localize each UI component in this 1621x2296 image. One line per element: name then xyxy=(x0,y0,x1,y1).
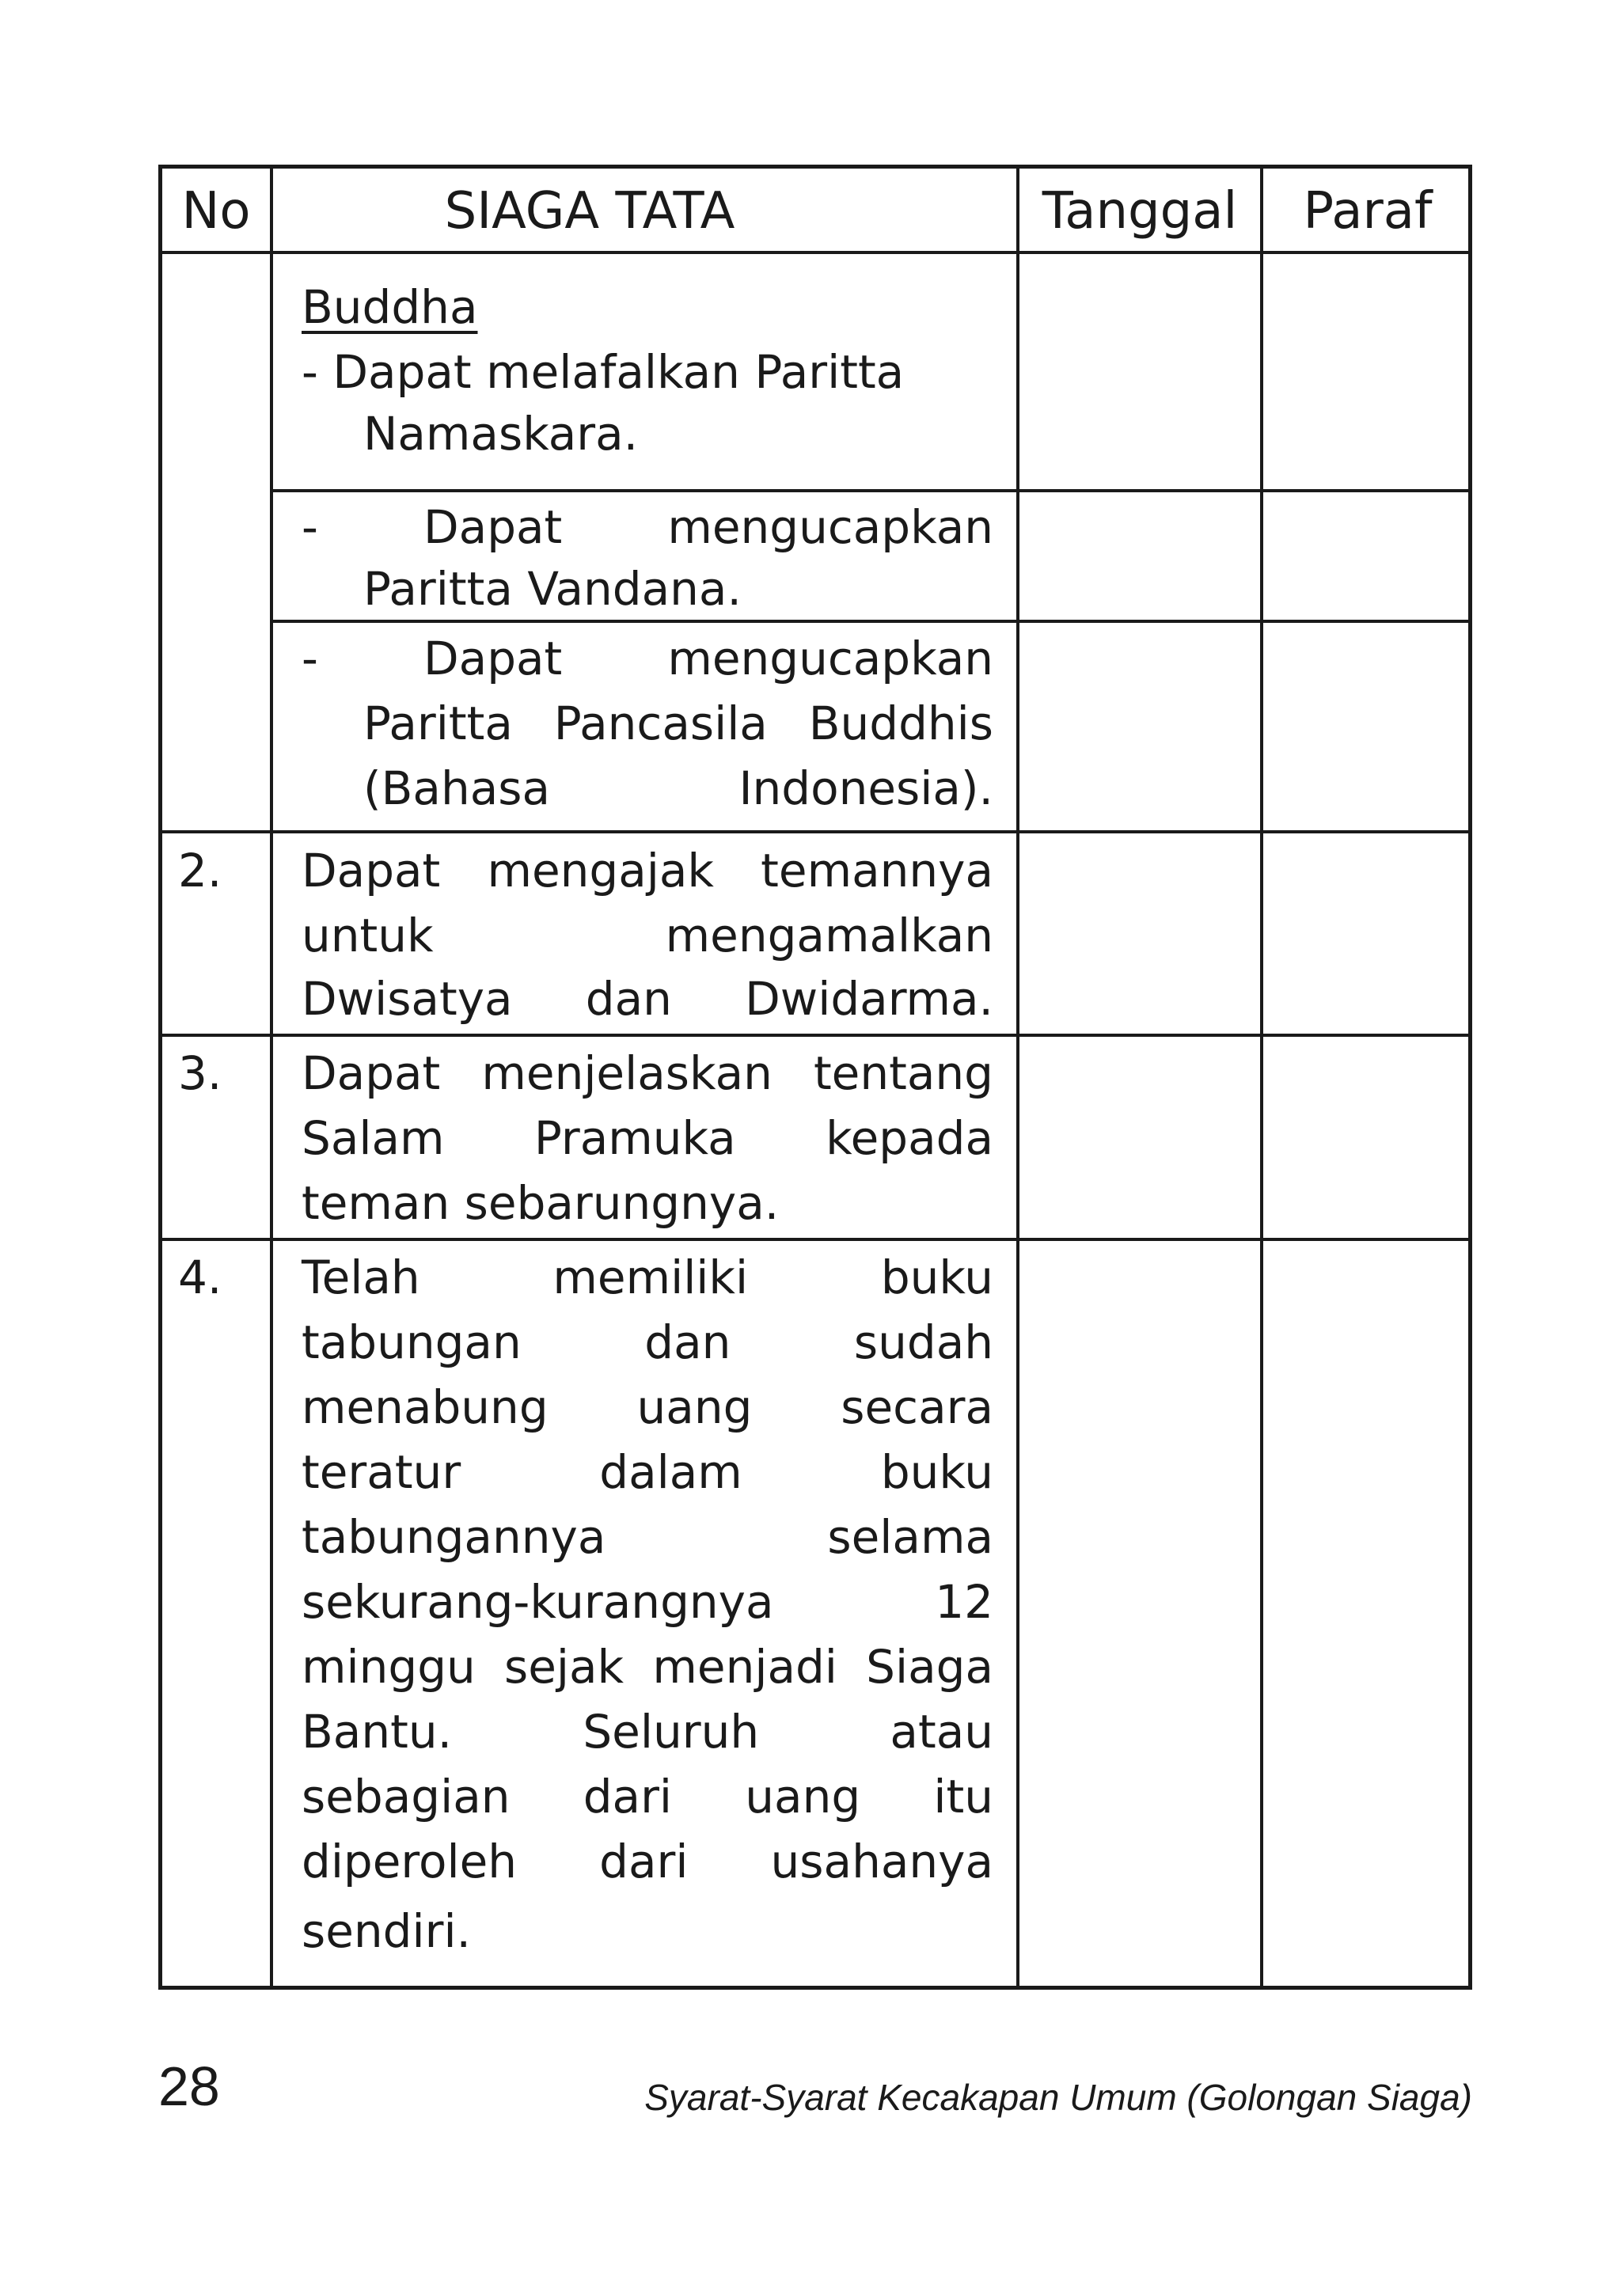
heading-buddha: Buddha xyxy=(302,280,478,334)
requirement-line: Paritta Pancasila Buddhis xyxy=(363,696,993,750)
requirement-line: Paritta Vandana. xyxy=(363,562,742,616)
requirement-line: Salam Pramuka kepada xyxy=(302,1111,993,1165)
column-divider-siaga xyxy=(1016,169,1019,1986)
requirement-line: sendiri. xyxy=(302,1904,471,1958)
section-heading xyxy=(302,275,477,340)
requirement-line: sebagian dari uang itu xyxy=(302,1770,993,1824)
requirement-line: sekurang-kurangnya 12 xyxy=(302,1575,993,1629)
requirement-line: minggu sejak menjadi Siaga xyxy=(302,1640,993,1694)
requirement-line: Dapat menjelaskan tentang xyxy=(302,1046,993,1100)
requirement-line: Bantu. Seluruh atau xyxy=(302,1705,993,1759)
header-no: No xyxy=(181,182,251,241)
row-number: 3. xyxy=(178,1046,222,1100)
requirement-line: - Dapat mengucapkan xyxy=(302,632,993,685)
requirement-line: tabungannya selama xyxy=(302,1510,993,1564)
row-number: 4. xyxy=(178,1250,222,1304)
requirement-line: Dapat mengajak temannya xyxy=(302,844,993,898)
column-divider-no xyxy=(270,169,273,1986)
book-title: Syarat-Syarat Kecakapan Umum (Golongan Siaga) xyxy=(644,2077,1472,2118)
requirement-line: tabungan dan sudah xyxy=(302,1315,993,1369)
row-divider xyxy=(162,830,1468,833)
row-number: 2. xyxy=(178,844,222,898)
requirement-line: Dwisatya dan Dwidarma. xyxy=(302,972,993,1026)
requirement-line: - Dapat mengucapkan xyxy=(302,500,993,554)
row-divider xyxy=(162,1238,1468,1241)
requirements-table xyxy=(158,165,1472,1990)
page-number: 28 xyxy=(158,2055,220,2117)
requirement-line: - Dapat melafalkan Paritta xyxy=(302,345,905,399)
requirement-line: teman sebarungnya. xyxy=(302,1176,780,1230)
requirement-line: teratur dalam buku xyxy=(302,1445,993,1499)
header-siaga-tata: SIAGA TATA xyxy=(444,182,735,241)
row-divider xyxy=(162,1034,1468,1037)
header-tanggal: Tanggal xyxy=(1042,182,1238,241)
row-divider xyxy=(273,489,1468,492)
requirement-line: untuk mengamalkan xyxy=(302,909,993,962)
requirement-line: (Bahasa Indonesia). xyxy=(363,761,993,815)
requirement-line: Telah memiliki buku xyxy=(302,1250,993,1304)
header-paraf: Paraf xyxy=(1303,182,1433,241)
requirement-line: menabung uang secara xyxy=(302,1380,993,1434)
requirement-line: Namaskara. xyxy=(363,407,639,461)
column-divider-tanggal xyxy=(1260,169,1263,1986)
requirement-line: diperoleh dari usahanya xyxy=(302,1835,993,1888)
